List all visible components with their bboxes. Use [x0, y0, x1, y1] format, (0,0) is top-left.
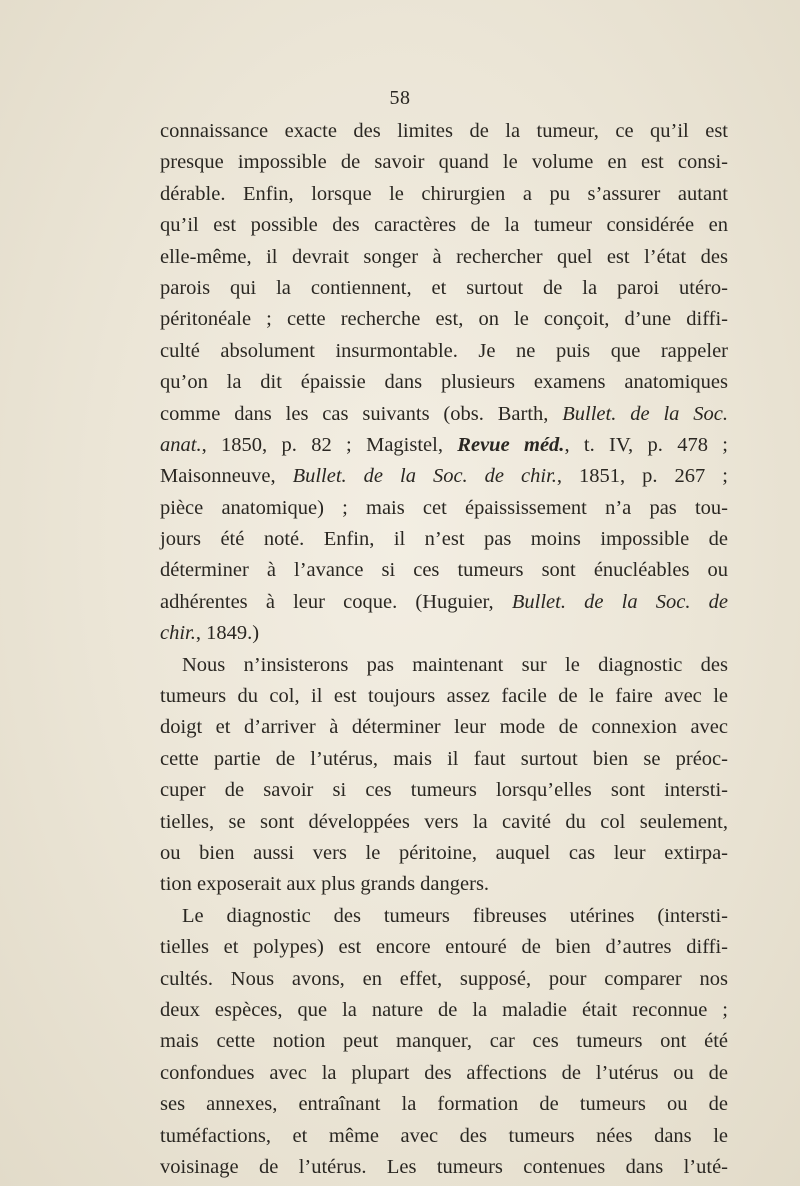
text-segment: , 1849.) — [195, 622, 260, 645]
text-segment: péritonéale ; cette recherche est, on le conçoit, d’une diffi- — [160, 308, 728, 331]
text-line — [160, 681, 728, 712]
text-segment: tion exposerait aux plus grands dangers. — [160, 873, 490, 896]
text-segment: ses annexes, entraînant la formation de tumeurs ou de — [160, 1093, 728, 1116]
text-line — [160, 304, 728, 335]
citation-italic: chir. — [160, 622, 196, 645]
text-line — [160, 210, 728, 241]
text-line — [160, 524, 728, 555]
text-line — [160, 964, 728, 995]
text-line — [160, 179, 728, 210]
text-segment: elle-même, il devrait songer à rechercher quel est l’état des — [160, 245, 728, 268]
text-segment: deux espèces, que la nature de la maladie était reconnue ; — [160, 998, 728, 1021]
text-segment: confondues avec la plupart des affections de l’utérus ou de — [160, 1061, 728, 1084]
text-line — [160, 901, 728, 932]
text-line — [160, 147, 728, 178]
text-line — [160, 650, 728, 681]
text-line — [160, 744, 728, 775]
text-segment: comme dans les cas suivants (obs. Barth, — [160, 402, 563, 425]
text-segment: jours été noté. Enfin, il n’est pas moins impossible de — [160, 528, 728, 551]
text-line — [160, 838, 728, 869]
text-segment: voisinage de l’utérus. Les tumeurs contenues dans l’uté- — [160, 1155, 728, 1178]
text-segment: adhérentes à leur coque. (Huguier, — [160, 590, 512, 613]
text-segment: doigt et d’arriver à déterminer leur mode de connexion avec — [160, 716, 728, 739]
text-line — [160, 1058, 728, 1089]
text-line — [160, 1121, 728, 1152]
text-line — [160, 995, 728, 1026]
text-segment: Maisonneuve, — [160, 465, 293, 488]
text-line — [160, 932, 728, 963]
text-segment: pièce anatomique) ; mais cet épaississement n’a pas tou- — [160, 496, 728, 519]
citation-italic: Revue méd. — [457, 433, 565, 456]
text-line — [160, 399, 728, 430]
text-segment: qu’on la dit épaissie dans plusieurs examens anatomiques — [160, 371, 728, 394]
text-segment: , 1851, p. 267 ; — [556, 465, 728, 488]
text-segment: tielles, se sont développées vers la cavité du col seulement, — [160, 810, 728, 833]
text-segment: tielles et polypes) est encore entouré de bien d’autres diffi- — [160, 936, 728, 959]
text-segment: ou bien aussi vers le péritoine, auquel cas leur extirpa- — [160, 841, 728, 864]
citation-italic: Bullet. de la Soc. — [562, 402, 728, 425]
text-line — [160, 555, 728, 586]
text-segment: presque impossible de savoir quand le volume en est consi- — [160, 151, 728, 174]
text-segment: cuper de savoir si ces tumeurs lorsqu’elles sont intersti- — [160, 779, 728, 802]
body-text — [160, 116, 728, 1183]
text-line — [160, 712, 728, 743]
text-segment: tuméfactions, et même avec des tumeurs nées dans le — [160, 1124, 728, 1147]
text-segment: parois qui la contiennent, et surtout de la paroi utéro- — [160, 276, 728, 299]
text-line — [160, 367, 728, 398]
citation-italic: anat. — [160, 433, 202, 456]
text-line — [160, 869, 728, 900]
text-line — [160, 1089, 728, 1120]
text-segment: , 1850, p. 82 ; Magistel, — [201, 433, 458, 456]
text-segment: Nous n’insisterons pas maintenant sur le diagnostic des — [182, 653, 728, 676]
text-segment: déterminer à l’avance si ces tumeurs sont énucléables ou — [160, 559, 728, 582]
text-segment: , t. IV, p. 478 ; — [564, 433, 729, 456]
text-line — [160, 461, 728, 492]
text-line — [160, 116, 728, 147]
text-line — [160, 1152, 728, 1183]
text-segment: connaissance exacte des limites de la tumeur, ce qu’il est — [160, 120, 728, 142]
text-segment: culté absolument insurmontable. Je ne puis que rappeler — [160, 339, 728, 362]
text-segment: Le diagnostic des tumeurs fibreuses utérines (intersti- — [182, 904, 728, 927]
text-line — [160, 273, 728, 304]
text-line — [160, 775, 728, 806]
citation-italic: Bullet. de la Soc. de — [511, 590, 728, 613]
text-line — [160, 430, 728, 461]
text-segment: cultés. Nous avons, en effet, supposé, pour comparer nos — [160, 967, 728, 990]
text-segment: dérable. Enfin, lorsque le chirurgien a pu s’assurer autant — [160, 182, 728, 205]
text-line — [160, 336, 728, 367]
text-segment: mais cette notion peut manquer, car ces tumeurs ont été — [160, 1030, 728, 1053]
text-segment: cette partie de l’utérus, mais il faut surtout bien se préoc- — [160, 747, 728, 770]
citation-italic: Bullet. de la Soc. de chir. — [292, 465, 557, 488]
text-segment: qu’il est possible des caractères de la tumeur considérée en — [160, 214, 728, 237]
page-number: 58 — [389, 87, 411, 109]
text-line — [160, 242, 728, 273]
text-line — [160, 618, 728, 649]
text-segment: tumeurs du col, il est toujours assez facile de le faire avec le — [160, 685, 728, 708]
text-line — [160, 493, 728, 524]
text-line — [160, 807, 728, 838]
text-line — [160, 587, 728, 618]
text-line — [160, 1026, 728, 1057]
